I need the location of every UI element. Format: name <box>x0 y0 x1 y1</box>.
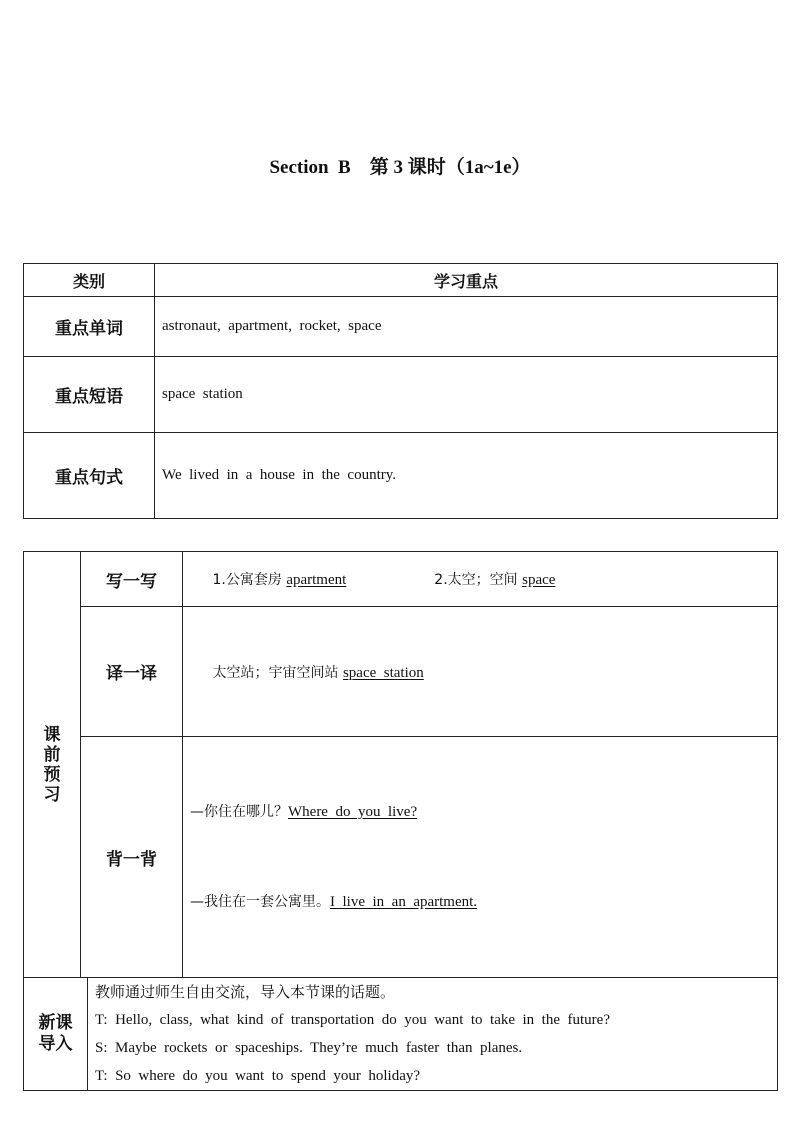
write-item1-answer: apartment <box>286 572 347 588</box>
write-label: 写一写 <box>81 552 183 607</box>
key-phrases-content: space station <box>155 357 778 433</box>
intro-line-1: 教师通过师生自由交流，导入本节课的话题。 <box>95 983 396 1001</box>
write-item1-prefix: 1.公寓套房 <box>212 572 287 588</box>
preview-table <box>23 551 778 978</box>
translate-answer: space station <box>342 664 424 681</box>
intro-side-label: 新课 导入 <box>24 978 88 1091</box>
write-item2-prefix: 2.太空；空间 <box>434 572 523 588</box>
header-category: 类别 <box>24 264 155 297</box>
table-row <box>24 357 778 433</box>
page-title: Section B 第 3 课时（1a~1e） <box>269 157 531 178</box>
preview-side-label: 课 前 预 习 <box>24 552 81 978</box>
recite-line-2 <box>190 887 777 917</box>
recite-line1-answer: Where do you live? <box>288 804 418 820</box>
category-key-phrases: 重点短语 <box>24 357 155 433</box>
recite-line1-prefix: —你住在哪儿？ <box>190 804 288 820</box>
intro-content <box>88 978 778 1091</box>
recite-content <box>183 737 778 978</box>
focus-table <box>23 263 778 519</box>
intro-table <box>23 977 778 1091</box>
table-row <box>24 607 778 737</box>
recite-line2-prefix: —我住在一套公寓里。 <box>190 894 330 910</box>
recite-label: 背一背 <box>81 737 183 978</box>
recite-line2-answer: I live in an apartment. <box>330 894 478 910</box>
write-item2-answer: space <box>522 572 556 588</box>
translate-content <box>183 607 778 737</box>
table-row <box>24 978 778 1091</box>
table-row <box>24 737 778 978</box>
recite-line-1 <box>190 797 777 827</box>
table-row <box>24 297 778 357</box>
key-sentences-content: We lived in a house in the country. <box>155 433 778 519</box>
intro-line-2: T: Hello, class, what kind of transportation do you want to take in the future? <box>95 1012 610 1028</box>
table-row <box>24 433 778 519</box>
category-key-words: 重点单词 <box>24 297 155 357</box>
translate-label: 译一译 <box>81 607 183 737</box>
key-words-content: astronaut, apartment, rocket, space <box>155 297 778 357</box>
table-row <box>24 552 778 607</box>
category-key-sentences: 重点句式 <box>24 433 155 519</box>
intro-line-3: S: Maybe rockets or spaceships. They’re much faster than planes. <box>95 1040 523 1056</box>
header-focus: 学习重点 <box>155 264 778 297</box>
intro-line-4: T: So where do you want to spend your holiday? <box>95 1068 421 1084</box>
translate-prefix: 太空站；宇宙空间站 <box>212 664 343 681</box>
write-content <box>183 552 778 607</box>
